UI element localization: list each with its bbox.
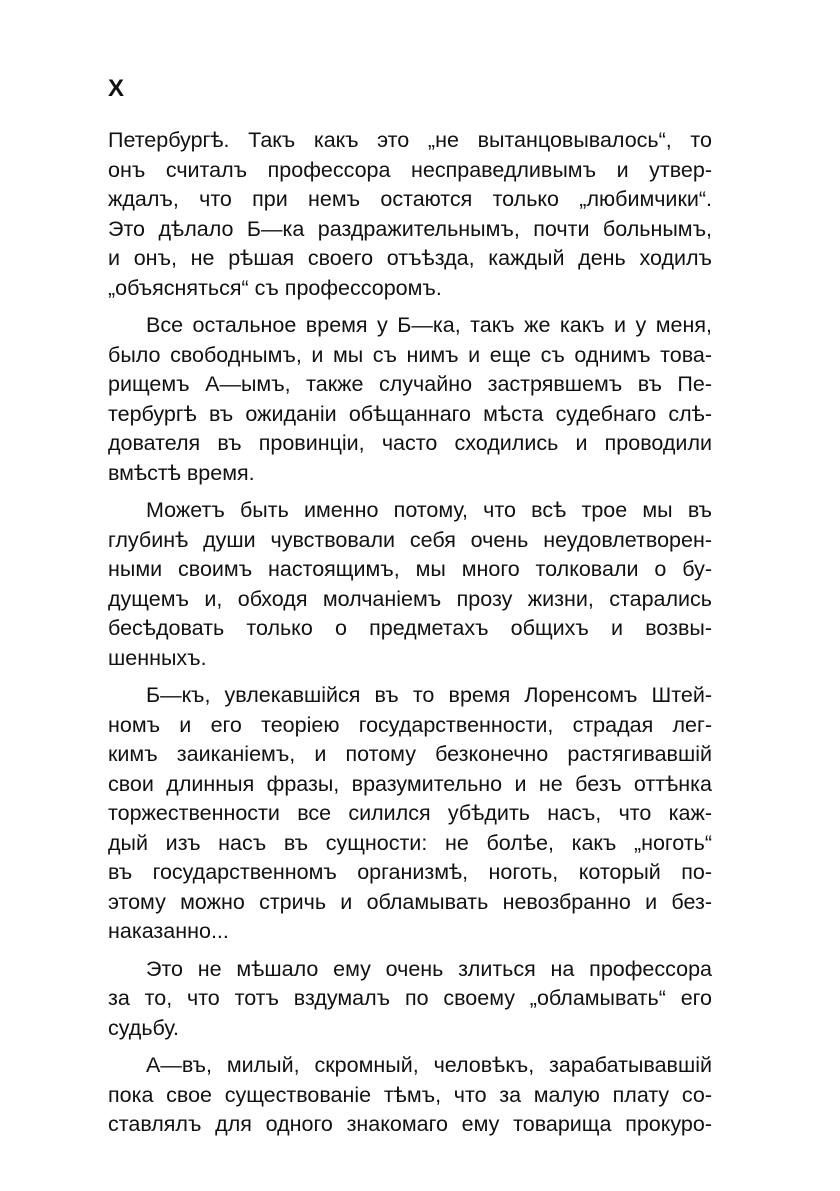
paragraph-1: [108, 126, 712, 303]
page-number: X: [108, 75, 125, 102]
paragraph-6: [108, 1051, 712, 1140]
text-line: Петербургѣ. Такъ какъ это „не вытанцовывалось“, то: [108, 128, 712, 152]
text-line: бесѣдовать только о предметахъ общихъ и возвы-: [108, 616, 712, 640]
paragraph-4: [108, 681, 712, 947]
page-body-text: [108, 126, 712, 1148]
paragraph-2: [108, 311, 712, 488]
text-line: глубинѣ души чувствовали себя очень неудовлетворен-: [108, 527, 712, 552]
text-line: пока свое существованіе тѣмъ, что за малую плату со-: [108, 1082, 712, 1107]
text-line: торжественности все силился убѣдить насъ, что каж-: [108, 801, 712, 825]
text-line: этому можно стричь и обламывать невозбранно и без-: [108, 889, 712, 914]
paragraph-3: [108, 496, 712, 673]
text-line: „объясняться“ съ профессоромъ.: [108, 275, 442, 300]
text-line: Б—къ, увлекавшійся въ то время Лоренсомъ Штей-: [146, 683, 712, 707]
text-line: рищемъ А—ымъ, также случайно застрявшемъ въ Пе-: [108, 372, 712, 396]
text-line: и онъ, не рѣшая своего отъѣзда, каждый день ходилъ: [108, 246, 712, 270]
text-line: въ государственномъ организмѣ, ноготь, который по-: [108, 860, 712, 884]
text-line: судьбу.: [108, 1015, 179, 1040]
text-line: Это не мѣшало ему очень злиться на профессора: [146, 956, 712, 981]
paragraph-5: [108, 955, 712, 1044]
text-line: Все остальное время у Б—ка, такъ же какъ и у меня,: [146, 313, 712, 337]
text-line: было свободнымъ, и мы съ нимъ и еще съ однимъ това-: [108, 342, 712, 367]
text-line: шенныхъ.: [108, 645, 207, 670]
text-line: ставлялъ для одного знакомаго ему товарища прокуро-: [108, 1112, 712, 1136]
text-line: номъ и его теоріею государственности, страдая лег-: [108, 712, 712, 737]
text-line: кимъ заиканіемъ, и потому безконечно растягивавшій: [108, 742, 712, 766]
text-line: ными своимъ настоящимъ, мы много толковали о бу-: [108, 557, 712, 581]
text-line: дущемъ и, обходя молчаніемъ прозу жизни, старались: [108, 586, 712, 611]
text-line: тербургѣ въ ожиданіи обѣщаннаго мѣста судебнаго слѣ-: [108, 401, 712, 426]
text-line: ждалъ, что при немъ остаются только „любимчики“.: [108, 187, 712, 211]
text-line: Это дѣлало Б—ка раздражительнымъ, почти больнымъ,: [108, 216, 712, 241]
text-line: дый изъ насъ въ сущности: не болѣе, какъ „ноготь“: [108, 830, 712, 855]
text-line: дователя въ провинціи, часто сходились и проводили: [108, 431, 712, 455]
text-line: за то, что тотъ вздумалъ по своему „обламывать“ его: [108, 986, 712, 1010]
text-line: свои длинныя фразы, вразумительно и не безъ оттѣнка: [108, 771, 712, 796]
text-line: Можетъ быть именно потому, что всѣ трое мы въ: [146, 498, 712, 522]
text-line: вмѣстѣ время.: [108, 460, 255, 485]
text-line: наказанно...: [108, 919, 229, 943]
text-line: А—въ, милый, скромный, человѣкъ, зарабатывавшій: [146, 1053, 712, 1077]
text-line: онъ считалъ профессора несправедливымъ и утвер-: [108, 157, 712, 182]
